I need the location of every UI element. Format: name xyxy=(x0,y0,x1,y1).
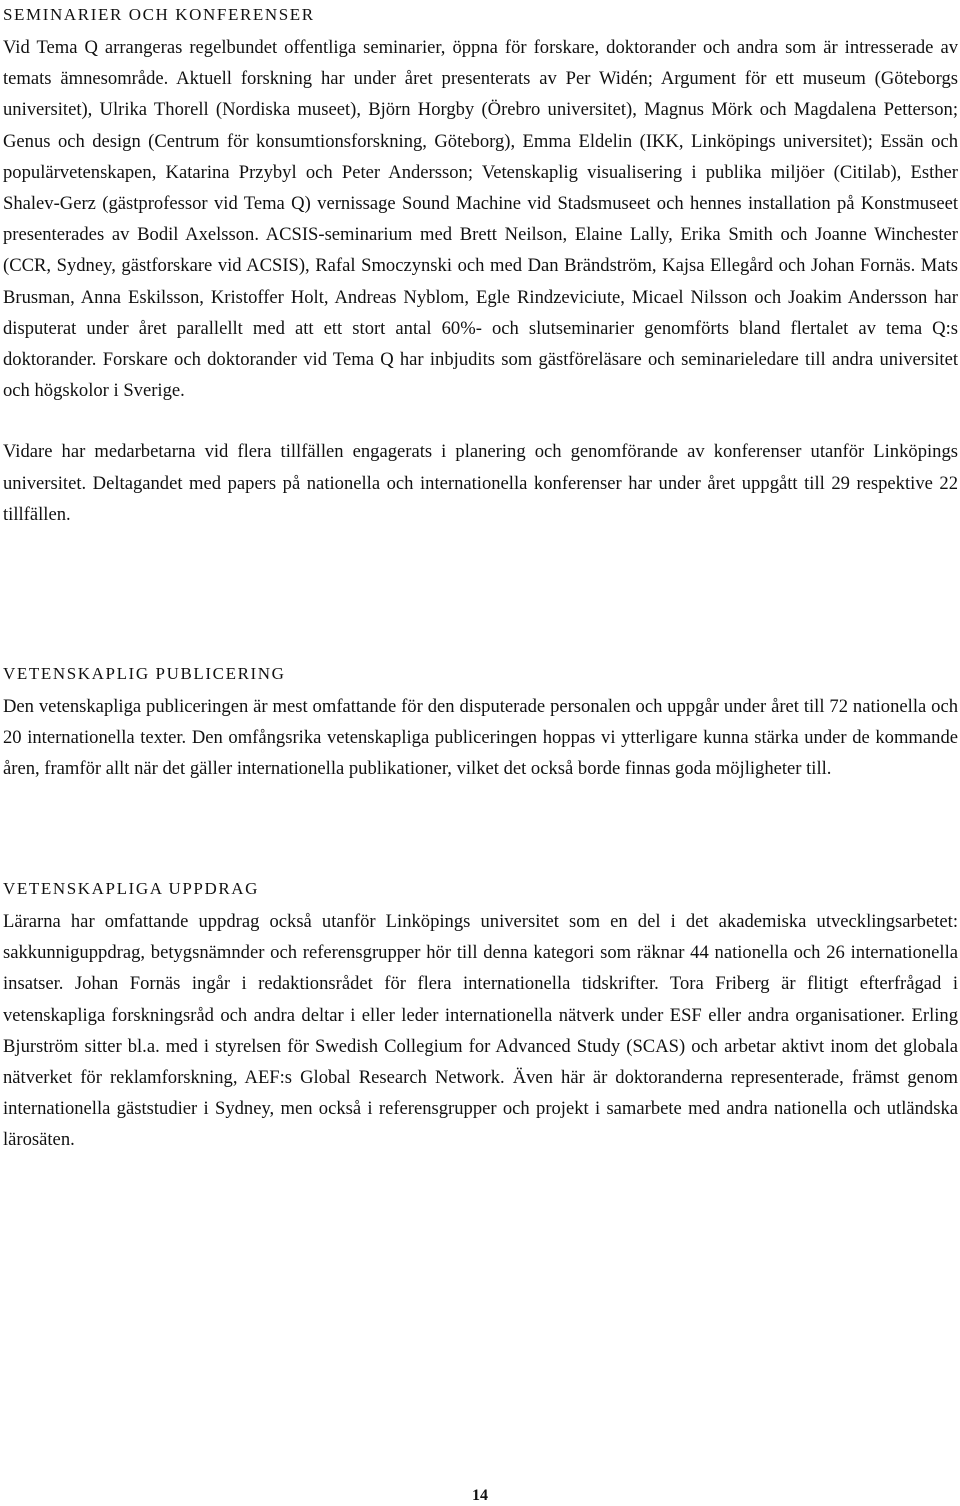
paragraph-seminarier-2: Vidare har medarbetarna vid flera tillfällen engagerats i planering och genomförande av konferenser utanför Linköpings universitet. Deltagandet med papers på nationella och internationella konferenser har under året uppgått till 29 respektive 22 tillfällen. xyxy=(3,441,958,525)
paragraph-seminarier-1: Vid Tema Q arrangeras regelbundet offentliga seminarier, öppna för forskare, doktorander och andra som är intresserade av temats ämnesområde. Aktuell forskning har under året presenterats av Per Widén; Argument för ett museum (Göteborgs universitet), Ulrika Thorell (Nordiska museet), Björn Horgby (Örebro universitet), Magnus Mörk och Magdalena Petterson; Genus och design (Centrum för konsumtionsforskning, Göteborg), Emma Eldelin (IKK, Linköpings universitet); Essän och populärvetenskapen, Katarina Przybyl och Peter Andersson; Vetenskaplig visualisering i publika miljöer (Citilab), Esther Shalev-Gerz (gästprofessor vid Tema Q) vernissage Sound Machine vid Stadsmuseet och hennes installation på Konstmuseet presenterades av Bodil Axelsson. ACSIS-seminarium med Brett Neilson, Elaine Lally, Erika Smith och Joanne Winchester (CCR, Sydney, gästforskare vid ACSIS), Rafal Smoczynski och med Dan Brändström, Kajsa Ellegård och Johan Fornäs. Mats Brusman, Anna Eskilsson, Kristoffer Holt, Andreas Nyblom, Egle Rindzeviciute, Micael Nilsson och Joakim Andersson har disputerat under året parallellt med att ett stort antal 60%- och slutseminarier genomförts bland flertalet av tema Q:s doktorander. Forskare och doktorander vid Tema Q har inbjudits som gästföreläsare och seminarieledare till andra universitet och högskolor i Sverige. xyxy=(3,37,958,402)
paragraph-publicering-1: Den vetenskapliga publiceringen är mest omfattande för den disputerade personalen och uppgår under året till 72 nationella och 20 internationella texter. Den omfångsrika vetenskapliga publiceringen hoppas vi ytterligare kunna stärka under de kommande åren, framför allt när det gäller internationella publikationer, vilket det också borde finnas goda möjligheter till. xyxy=(3,696,958,780)
paragraph-uppdrag-1: Lärarna har omfattande uppdrag också utanför Linköpings universitet som en del i det akademiska utvecklingsarbetet: sakkunniguppdrag, betygsnämnder och referensgrupper hör till denna kategori som räknar 44 nationella och 26 internationella insatser. Johan Fornäs ingår i redaktionsrådet för flera internationella tidskrifter. Tora Friberg är flitigt efterfrågad i vetenskapliga forskningsråd och andra deltar i eller leder internationella nätverk under ESF eller andra organisationer. Erling Bjurström sitter bl.a. med i styrelsen för Swedish Collegium for Advanced Study (SCAS) och arbetar aktivt inom det globala nätverket för reklamforskning, AEF:s Global Research Network. Även här är doktoranderna representerade, främst genom internationella gäststudier i Sydney, men också i referensgrupper och projekt i samarbete med andra nationella och utländska lärosäten. xyxy=(3,911,958,1151)
section-heading-uppdrag: VETENSKAPLIGA UPPDRAG xyxy=(3,879,260,898)
section-uppdrag xyxy=(3,878,958,1156)
section-seminarier xyxy=(3,4,958,530)
section-heading-publicering: VETENSKAPLIG PUBLICERING xyxy=(3,664,286,683)
section-publicering xyxy=(3,663,958,785)
page-number: 14 xyxy=(472,1487,488,1504)
section-heading-seminarier: SEMINARIER OCH KONFERENSER xyxy=(3,5,315,24)
